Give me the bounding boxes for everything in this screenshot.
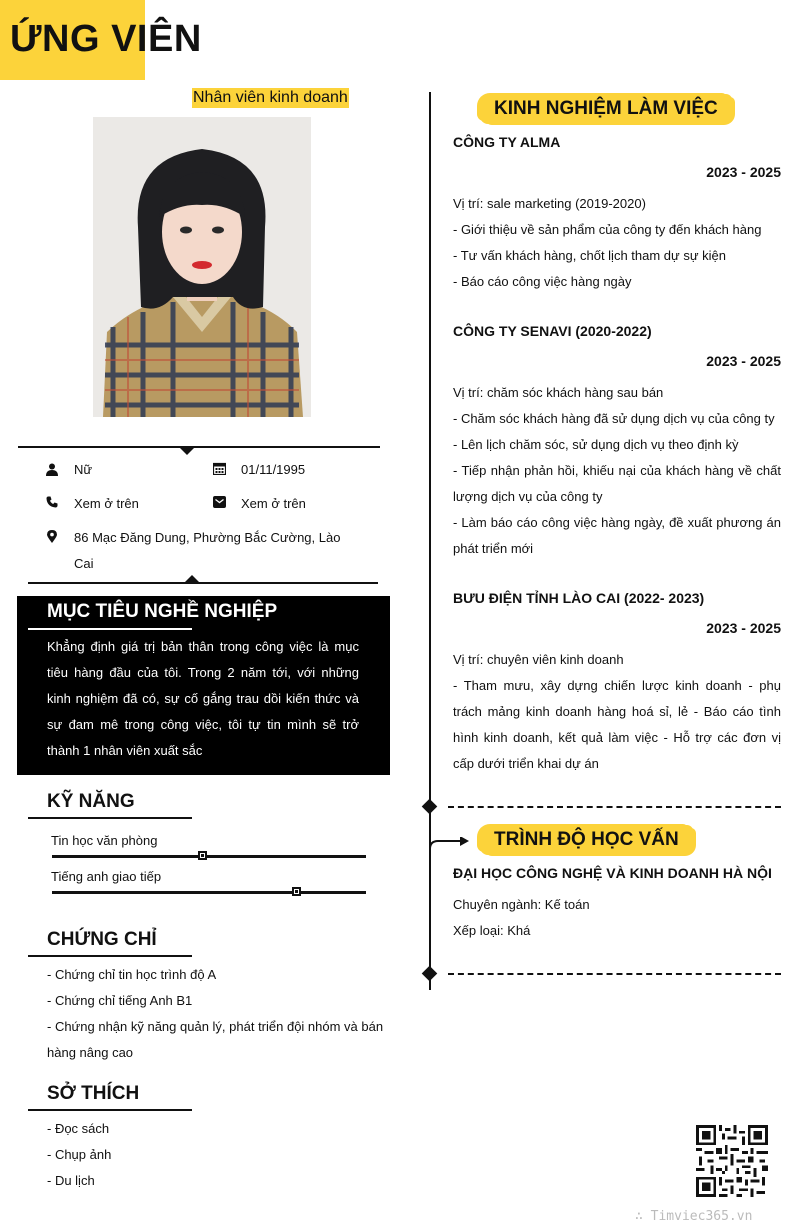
skill-bar	[52, 891, 366, 894]
phone-value: Xem ở trên	[74, 496, 139, 511]
job-line: Vị trí: chuyên viên kinh doanh	[453, 652, 624, 667]
job-line: - Làm báo cáo công việc hàng ngày, đề xuất phương án phát triển mới	[453, 515, 781, 556]
certificate-item: - Chứng chỉ tiếng Anh B1	[47, 993, 193, 1008]
skills-title: KỸ NĂNG	[47, 791, 135, 812]
divider-arrow-up	[184, 575, 200, 583]
objective-underline	[28, 628, 192, 630]
job-title: Nhân viên kinh doanh	[193, 89, 348, 106]
skill-label: Tin học văn phòng	[51, 833, 158, 848]
hobbies-underline	[28, 1109, 192, 1111]
candidate-name: ỨNG VIÊN	[10, 18, 202, 60]
email-icon	[212, 495, 226, 509]
user-icon	[45, 462, 59, 476]
hobby-item: - Chụp ảnh	[47, 1147, 112, 1162]
job-details	[453, 191, 781, 295]
job-line: Vị trí: sale marketing (2019-2020)	[453, 196, 646, 211]
address-line-2: Cai	[74, 556, 94, 571]
skill-level-marker	[292, 887, 301, 896]
job-line: - Tiếp nhận phản hồi, khiếu nại của khách hàng về chất lượng dịch vụ của công ty	[453, 463, 781, 504]
job-details	[453, 380, 781, 562]
job-line: - Chăm sóc khách hàng đã sử dụng dịch vụ của công ty	[453, 411, 775, 426]
job-line: - Giới thiệu về sản phẩm của công ty đến khách hàng	[453, 222, 762, 237]
timeline-arrow-icon	[429, 837, 469, 867]
skills-underline	[28, 817, 192, 819]
skill-level-marker	[198, 851, 207, 860]
job-line: - Lên lịch chăm sóc, sử dụng dịch vụ theo định kỳ	[453, 437, 739, 452]
qr-code-icon	[696, 1125, 768, 1197]
info-divider-top	[18, 446, 380, 448]
skill-label: Tiếng anh giao tiếp	[51, 869, 162, 884]
certificates-underline	[28, 955, 192, 957]
certificate-item-cont: hàng nâng cao	[47, 1045, 134, 1060]
certificate-item: - Chứng nhận kỹ năng quản lý, phát triển đội nhóm và bán	[47, 1019, 384, 1034]
objective-title: MỤC TIÊU NGHỀ NGHIỆP	[47, 601, 278, 622]
birthdate-value: 01/11/1995	[241, 462, 306, 477]
job-line: - Tham mưu, xây dựng chiến lược kinh doanh - phụ trách mảng kinh doanh hàng hoá sỉ, lẻ - Báo cáo tình hình kinh doanh, kết quả làm việc - Hỗ trợ các đơn vị cấp dưới triển khai dự án	[453, 678, 781, 771]
job-details	[453, 647, 781, 777]
company-name: BƯU ĐIỆN TỈNH LÀO CAI (2022- 2023)	[453, 590, 705, 606]
address-line-1: 86 Mạc Đăng Dung, Phường Bắc Cường, Lào	[74, 530, 341, 545]
section-dashed-divider	[448, 806, 781, 808]
school-name: ĐẠI HỌC CÔNG NGHỆ VÀ KINH DOANH HÀ NỘI	[453, 865, 772, 881]
timeline-diamond	[422, 966, 438, 982]
job-dates: 2023 - 2025	[706, 164, 781, 180]
objective-text: Khẳng định giá trị bản thân trong công việc là mục tiêu hàng đầu của tôi. Trong 2 năm tới, với những kinh nghiệm đã có, sự cố gắng trau dồi kiến thức và sự đam mê trong công việc, tôi tự tin mình sẽ trở thành 1 nhân viên xuất sắc	[47, 639, 359, 758]
hobby-item: - Đọc sách	[47, 1121, 110, 1136]
location-icon	[45, 529, 59, 543]
hobbies-title: SỞ THÍCH	[47, 1083, 140, 1104]
company-name: CÔNG TY ALMA	[453, 134, 561, 150]
education-major: Chuyên ngành: Kế toán	[453, 897, 590, 912]
company-name: CÔNG TY SENAVI (2020-2022)	[453, 323, 652, 339]
education-rank: Xếp loại: Khá	[453, 923, 531, 938]
education-title: TRÌNH ĐỘ HỌC VẤN	[480, 825, 693, 855]
section-dashed-divider	[448, 973, 781, 975]
job-dates: 2023 - 2025	[706, 353, 781, 369]
profile-photo	[93, 117, 311, 417]
hobby-item: - Du lịch	[47, 1173, 95, 1188]
job-line: Vị trí: chăm sóc khách hàng sau bán	[453, 385, 664, 400]
phone-icon	[45, 495, 59, 509]
job-dates: 2023 - 2025	[706, 620, 781, 636]
timeline-diamond	[422, 799, 438, 815]
watermark: ∴ Timviec365.vn	[635, 1209, 753, 1224]
calendar-icon	[212, 461, 226, 475]
job-line: - Báo cáo công việc hàng ngày	[453, 274, 632, 289]
experience-title: KINH NGHIỆM LÀM VIỆC	[480, 94, 732, 124]
divider-arrow-down	[179, 447, 195, 455]
job-line: - Tư vấn khách hàng, chốt lịch tham dự sự kiện	[453, 248, 726, 263]
info-divider-bottom	[28, 582, 378, 584]
certificate-item: - Chứng chỉ tin học trình độ A	[47, 967, 217, 982]
certificates-title: CHỨNG CHỈ	[47, 929, 157, 950]
gender-value: Nữ	[74, 462, 93, 477]
skill-bar	[52, 855, 366, 858]
email-value: Xem ở trên	[241, 496, 306, 511]
